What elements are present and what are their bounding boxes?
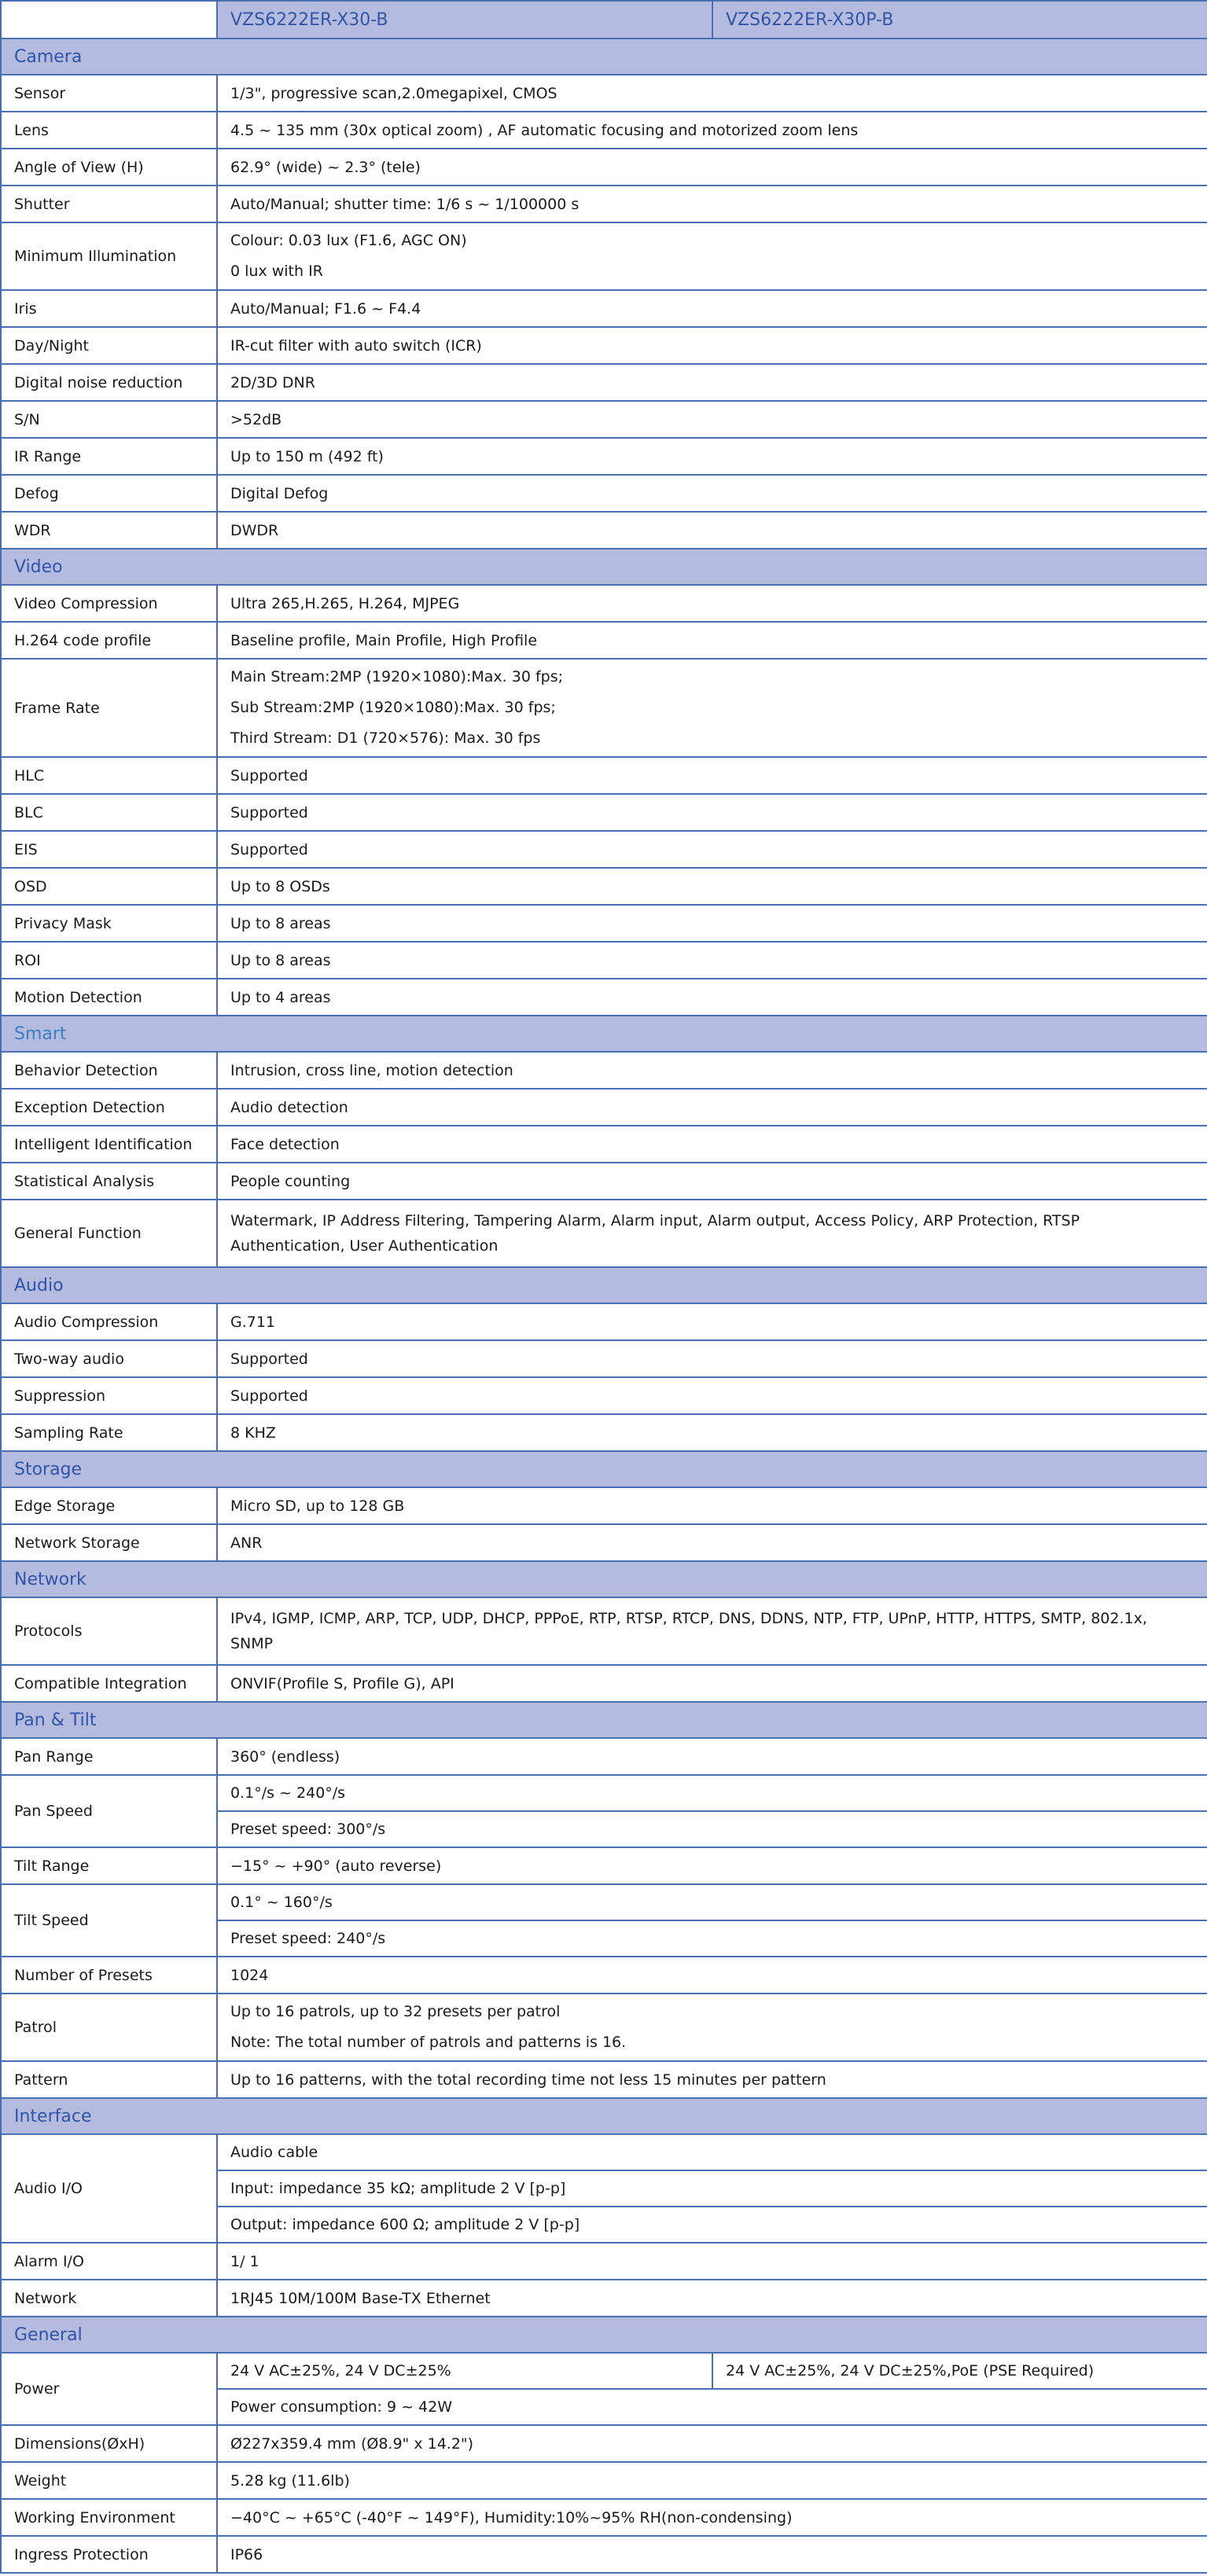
table-row — [1, 1957, 1207, 1994]
spec-label: Working Environment — [1, 2499, 217, 2536]
table-row — [1, 149, 1207, 186]
spec-value: Auto/Manual; F1.6 ~ F4.4 — [217, 290, 1207, 327]
spec-value: Micro SD, up to 128 GB — [217, 1487, 1207, 1524]
table-row — [1, 1163, 1207, 1200]
table-row — [1, 1738, 1207, 1775]
spec-value: Face detection — [217, 1126, 1207, 1163]
spec-label: Defog — [1, 475, 217, 512]
spec-label: Minimum Illumination — [1, 222, 217, 290]
spec-value-model-b: 24 V AC±25%, 24 V DC±25%,PoE (PSE Required) — [712, 2353, 1207, 2389]
table-row — [1, 1303, 1207, 1340]
section-title: Pan & Tilt — [1, 1702, 1207, 1738]
spec-value: 0.1°/s ~ 240°/s — [217, 1775, 1207, 1811]
model-b-header: VZS6222ER-X30P-B — [712, 1, 1207, 39]
section-smart — [1, 1016, 1207, 1052]
spec-label: Digital noise reduction — [1, 364, 217, 401]
spec-label: H.264 code profile — [1, 622, 217, 659]
spec-value: Ultra 265,H.265, H.264, MJPEG — [217, 585, 1207, 622]
spec-label: OSD — [1, 868, 217, 905]
spec-value: Preset speed: 240°/s — [217, 1920, 1207, 1957]
table-row — [1, 831, 1207, 868]
spec-value: Supported — [217, 1377, 1207, 1414]
table-row — [1, 2462, 1207, 2499]
spec-value: Audio detection — [217, 1089, 1207, 1126]
spec-value: Watermark, IP Address Filtering, Tampering Alarm, Alarm input, Alarm output, Access Policy, ARP Protection, RTSP Authentication, User Authentication — [217, 1200, 1207, 1267]
spec-value: Up to 8 areas — [217, 942, 1207, 979]
spec-value: 4.5 ~ 135 mm (30x optical zoom) , AF automatic focusing and motorized zoom lens — [217, 112, 1207, 149]
spec-value: Up to 8 areas — [217, 905, 1207, 942]
spec-label: BLC — [1, 794, 217, 831]
table-row — [1, 1200, 1207, 1267]
spec-label: HLC — [1, 757, 217, 794]
spec-value: Baseline profile, Main Profile, High Profile — [217, 622, 1207, 659]
spec-value: Intrusion, cross line, motion detection — [217, 1052, 1207, 1089]
section-title: Video — [1, 549, 1207, 585]
spec-label: Protocols — [1, 1597, 217, 1665]
spec-value: −15° ~ +90° (auto reverse) — [217, 1847, 1207, 1884]
spec-label: Motion Detection — [1, 979, 217, 1016]
spec-value: Up to 8 OSDs — [217, 868, 1207, 905]
table-row — [1, 1052, 1207, 1089]
spec-value: Ø227x359.4 mm (Ø8.9" x 14.2") — [217, 2425, 1207, 2462]
section-title: General — [1, 2317, 1207, 2353]
spec-label: Suppression — [1, 1377, 217, 1414]
table-row — [1, 2134, 1207, 2170]
table-row — [1, 401, 1207, 438]
spec-value: G.711 — [217, 1303, 1207, 1340]
spec-value-line: Main Stream:2MP (1920×1080):Max. 30 fps; — [230, 668, 564, 685]
section-network — [1, 1561, 1207, 1597]
table-row — [1, 2425, 1207, 2462]
spec-label: Video Compression — [1, 585, 217, 622]
table-row — [1, 905, 1207, 942]
table-row — [1, 112, 1207, 149]
spec-label: ROI — [1, 942, 217, 979]
spec-value: IPv4, IGMP, ICMP, ARP, TCP, UDP, DHCP, PPPoE, RTP, RTSP, RTCP, DNS, DDNS, NTP, FTP, UPnP, HTTP, HTTPS, SMTP, 802.1x, SNMP — [217, 1597, 1207, 1665]
spec-value: Supported — [217, 831, 1207, 868]
table-row — [1, 942, 1207, 979]
spec-label: Two-way audio — [1, 1340, 217, 1377]
table-row — [1, 2280, 1207, 2317]
table-row — [1, 2061, 1207, 2098]
spec-label: Pan Range — [1, 1738, 217, 1775]
section-title: Interface — [1, 2098, 1207, 2134]
spec-value: People counting — [217, 1163, 1207, 1200]
section-video — [1, 549, 1207, 585]
table-row — [1, 757, 1207, 794]
spec-label: Exception Detection — [1, 1089, 217, 1126]
spec-value: IP66 — [217, 2536, 1207, 2573]
spec-label: Dimensions(ØxH) — [1, 2425, 217, 2462]
spec-value: Audio cable — [217, 2134, 1207, 2170]
table-row — [1, 868, 1207, 905]
section-general — [1, 2317, 1207, 2353]
spec-label: Day/Night — [1, 327, 217, 364]
spec-label: Ingress Protection — [1, 2536, 217, 2573]
spec-value — [217, 1994, 1207, 2061]
spec-value: 1RJ45 10M/100M Base-TX Ethernet — [217, 2280, 1207, 2317]
table-row — [1, 2499, 1207, 2536]
spec-value: Up to 16 patterns, with the total recording time not less 15 minutes per pattern — [217, 2061, 1207, 2098]
spec-value: Output: impedance 600 Ω; amplitude 2 V [p-p] — [217, 2207, 1207, 2243]
table-row — [1, 1847, 1207, 1884]
spec-label: Iris — [1, 290, 217, 327]
header-blank-cell — [1, 1, 217, 39]
spec-label: Shutter — [1, 186, 217, 222]
spec-label: Statistical Analysis — [1, 1163, 217, 1200]
table-row — [1, 1884, 1207, 1920]
table-row — [1, 659, 1207, 757]
spec-label: Audio I/O — [1, 2134, 217, 2243]
spec-value — [217, 659, 1207, 757]
spec-value: 0.1° ~ 160°/s — [217, 1884, 1207, 1920]
spec-label: Intelligent Identification — [1, 1126, 217, 1163]
section-title: Network — [1, 1561, 1207, 1597]
table-row — [1, 1126, 1207, 1163]
spec-label: Network Storage — [1, 1524, 217, 1561]
table-row — [1, 1377, 1207, 1414]
table-row — [1, 2243, 1207, 2280]
spec-label: Network — [1, 2280, 217, 2317]
spec-value-line: Third Stream: D1 (720×576): Max. 30 fps — [230, 729, 541, 747]
spec-value: Supported — [217, 1340, 1207, 1377]
spec-value-line: Sub Stream:2MP (1920×1080):Max. 30 fps; — [230, 699, 556, 716]
table-row — [1, 186, 1207, 222]
spec-label: Edge Storage — [1, 1487, 217, 1524]
table-row — [1, 979, 1207, 1016]
spec-label: Alarm I/O — [1, 2243, 217, 2280]
spec-value: Up to 150 m (492 ft) — [217, 438, 1207, 475]
spec-label: Patrol — [1, 1994, 217, 2061]
spec-label: Frame Rate — [1, 659, 217, 757]
spec-value — [217, 222, 1207, 290]
spec-label: Weight — [1, 2462, 217, 2499]
spec-label: Power — [1, 2353, 217, 2425]
table-row — [1, 1665, 1207, 1702]
spec-label: Lens — [1, 112, 217, 149]
table-row — [1, 622, 1207, 659]
spec-label: Tilt Speed — [1, 1884, 217, 1957]
spec-label: Pan Speed — [1, 1775, 217, 1847]
table-row — [1, 1414, 1207, 1451]
spec-label: Sensor — [1, 75, 217, 112]
spec-value: Supported — [217, 757, 1207, 794]
section-title: Smart — [1, 1016, 1207, 1052]
table-row — [1, 438, 1207, 475]
table-row — [1, 75, 1207, 112]
spec-value: −40°C ~ +65°C (-40°F ~ 149°F), Humidity:10%~95% RH(non-condensing) — [217, 2499, 1207, 2536]
table-row — [1, 1340, 1207, 1377]
spec-label: Pattern — [1, 2061, 217, 2098]
spec-value: Supported — [217, 794, 1207, 831]
spec-value: ANR — [217, 1524, 1207, 1561]
table-row — [1, 327, 1207, 364]
spec-value-line: Note: The total number of patrols and patterns is 16. — [230, 2034, 627, 2051]
spec-label: Sampling Rate — [1, 1414, 217, 1451]
table-row — [1, 1487, 1207, 1524]
spec-label: S/N — [1, 401, 217, 438]
table-row — [1, 2353, 1207, 2389]
spec-value-line: 0 lux with IR — [230, 263, 323, 280]
spec-value: Digital Defog — [217, 475, 1207, 512]
spec-label: Angle of View (H) — [1, 149, 217, 186]
spec-label: Tilt Range — [1, 1847, 217, 1884]
table-row — [1, 794, 1207, 831]
spec-value: Input: impedance 35 kΩ; amplitude 2 V [p-p] — [217, 2170, 1207, 2207]
spec-value: Up to 4 areas — [217, 979, 1207, 1016]
spec-value-line: Colour: 0.03 lux (F1.6, AGC ON) — [230, 232, 467, 249]
table-row — [1, 2536, 1207, 2573]
section-title: Camera — [1, 39, 1207, 75]
section-title: Audio — [1, 1267, 1207, 1303]
spec-value-line: Up to 16 patrols, up to 32 presets per patrol — [230, 2003, 561, 2020]
spec-value: 1024 — [217, 1957, 1207, 1994]
spec-value: DWDR — [217, 512, 1207, 549]
table-row — [1, 364, 1207, 401]
table-row — [1, 1994, 1207, 2061]
table-row — [1, 222, 1207, 290]
spec-value: 2D/3D DNR — [217, 364, 1207, 401]
section-storage — [1, 1451, 1207, 1487]
spec-label: Audio Compression — [1, 1303, 217, 1340]
section-camera — [1, 39, 1207, 75]
section-pan-tilt — [1, 1702, 1207, 1738]
model-a-header: VZS6222ER-X30-B — [217, 1, 712, 39]
spec-value-model-a: 24 V AC±25%, 24 V DC±25% — [217, 2353, 712, 2389]
table-row — [1, 1524, 1207, 1561]
section-interface — [1, 2098, 1207, 2134]
spec-label: Number of Presets — [1, 1957, 217, 1994]
spec-value: 1/ 1 — [217, 2243, 1207, 2280]
table-row — [1, 512, 1207, 549]
spec-label: General Function — [1, 1200, 217, 1267]
table-row — [1, 585, 1207, 622]
section-title: Storage — [1, 1451, 1207, 1487]
spec-value: Power consumption: 9 ~ 42W — [217, 2389, 1207, 2425]
spec-value: 8 KHZ — [217, 1414, 1207, 1451]
spec-label: Privacy Mask — [1, 905, 217, 942]
spec-value: 5.28 kg (11.6lb) — [217, 2462, 1207, 2499]
spec-label: IR Range — [1, 438, 217, 475]
spec-label: Behavior Detection — [1, 1052, 217, 1089]
header-row — [1, 1, 1207, 39]
table-row — [1, 1089, 1207, 1126]
spec-value: ONVIF(Profile S, Profile G), API — [217, 1665, 1207, 1702]
spec-value: Preset speed: 300°/s — [217, 1811, 1207, 1847]
table-row — [1, 1775, 1207, 1811]
spec-label: Compatible Integration — [1, 1665, 217, 1702]
section-audio — [1, 1267, 1207, 1303]
spec-value: Auto/Manual; shutter time: 1/6 s ~ 1/100000 s — [217, 186, 1207, 222]
table-row — [1, 475, 1207, 512]
spec-value: IR-cut filter with auto switch (ICR) — [217, 327, 1207, 364]
spec-value: 1/3", progressive scan,2.0megapixel, CMOS — [217, 75, 1207, 112]
spec-value: >52dB — [217, 401, 1207, 438]
spec-label: WDR — [1, 512, 217, 549]
table-row — [1, 290, 1207, 327]
spec-value: 62.9° (wide) ~ 2.3° (tele) — [217, 149, 1207, 186]
spec-value: 360° (endless) — [217, 1738, 1207, 1775]
table-row — [1, 1597, 1207, 1665]
spec-label: EIS — [1, 831, 217, 868]
